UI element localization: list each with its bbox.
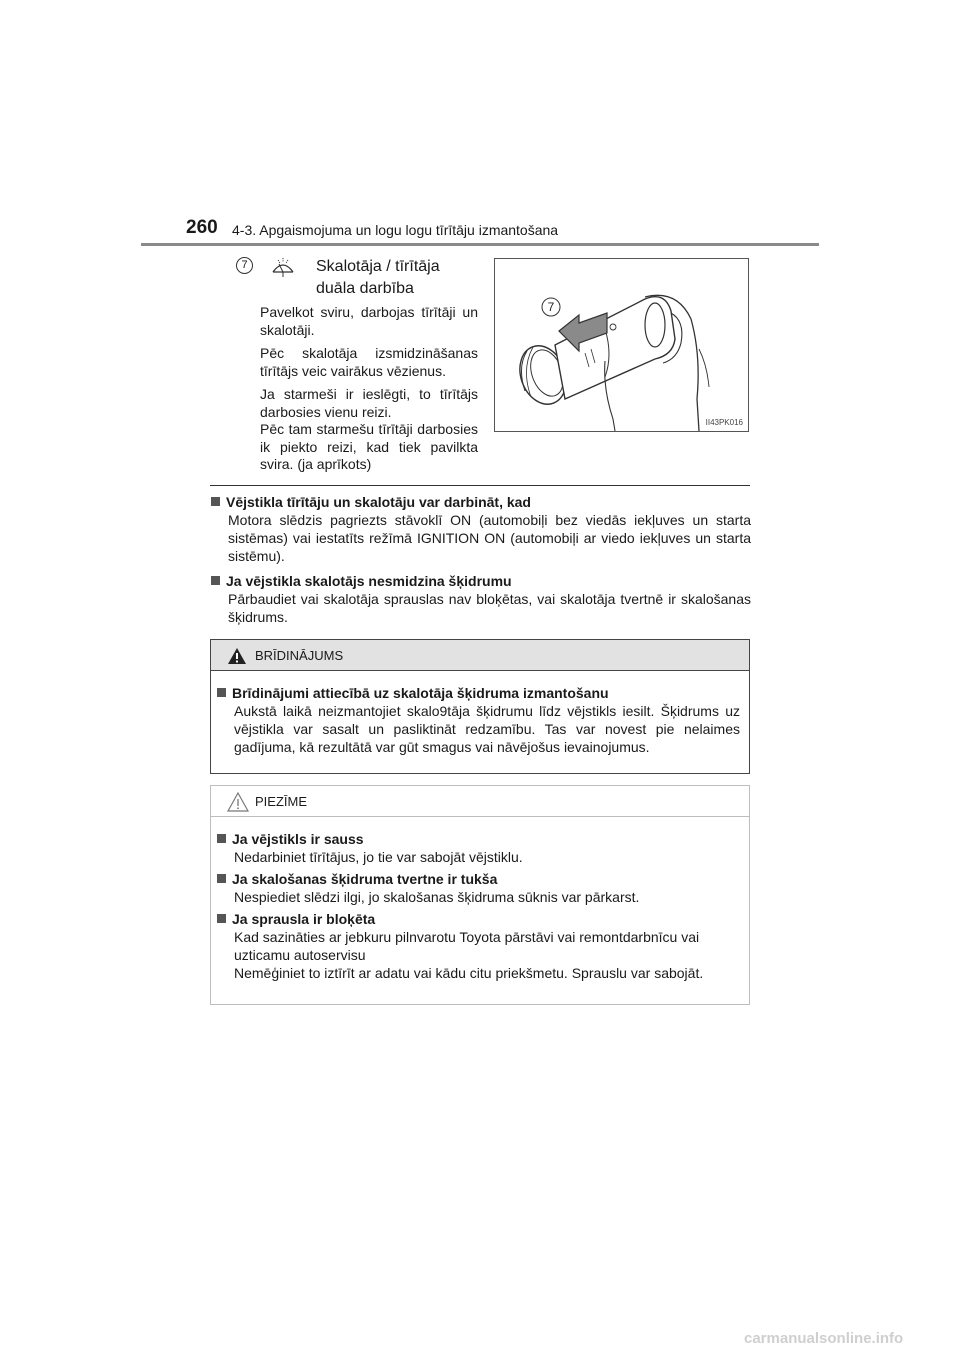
figure-code: II43PK016 xyxy=(705,418,743,427)
item-paragraph: Ja starmeši ir ieslēgti, to tīrītājs darbosies vienu reizi. xyxy=(260,386,478,420)
note-header xyxy=(211,786,749,817)
note-heading: Ja sprausla ir bloķēta xyxy=(217,910,740,928)
warning-box xyxy=(210,639,750,774)
item-paragraph: Pēc skalotāja izsmidzināšanas tīrītājs veic vairākus vēzienus. xyxy=(260,345,478,379)
bullet-text: Motora slēdzis pagriezts stāvoklī ON (automobiļi bez viedās iekļuves un starta sistēmas) vai iestatīts režīmā IGNITION ON (automobiļi ar viedo iekļuves un starta sistēmu). xyxy=(228,512,751,564)
windshield-washer-icon xyxy=(270,256,296,283)
square-bullet-icon xyxy=(217,688,226,697)
note-label: PIEZĪME xyxy=(255,794,308,809)
item-paragraph: Pēc tam starmešu tīrītāji darbosies ik piekto reizi, kad tiek pavilkta svira. (ja aprīkots) xyxy=(260,421,478,472)
square-bullet-icon xyxy=(217,914,226,923)
header-rule xyxy=(141,243,819,246)
caution-triangle-icon xyxy=(227,792,249,817)
note-text: Kad sazināties ar jebkuru pilnvarotu Toyota pārstāvi vai remontdarbnīcu vai uzticamu autoservisu xyxy=(234,929,700,963)
note-text: Nemēģiniet to iztīrīt ar adatu vai kādu citu priekšmetu. Sprauslu var sabojāt. xyxy=(234,965,704,981)
item-description xyxy=(260,304,478,474)
item-title: Skalotāja / tīrītāja duāla darbība xyxy=(316,258,440,297)
square-bullet-icon xyxy=(217,834,226,843)
note-text: Nespiediet slēdzi ilgi, jo skalošanas šķidruma sūknis var pārkarst. xyxy=(234,889,640,905)
note-text: Nedarbiniet tīrītājus, jo tie var sabojāt vējstiklu. xyxy=(234,849,523,865)
item-number: 7 xyxy=(236,257,253,274)
note-heading: Ja vējstikls ir sauss xyxy=(217,830,740,848)
square-bullet-icon xyxy=(217,874,226,883)
warning-triangle-icon xyxy=(227,647,247,670)
watermark: carmanualsonline.info xyxy=(744,1330,904,1347)
note-heading: Ja skalošanas šķidruma tvertne ir tukša xyxy=(217,870,740,888)
lever-drawing xyxy=(495,259,748,431)
item-paragraph: Pavelkot sviru, darbojas tīrītāji un skalotāji. xyxy=(260,304,478,338)
section-title: 4-3. Apgaismojuma un logu logu tīrītāju izmantošana xyxy=(232,222,559,238)
bullet-heading: Vējstikla tīrītāju un skalotāju var darbināt, kad xyxy=(211,493,751,511)
square-bullet-icon xyxy=(211,497,220,506)
info-bullet xyxy=(211,493,751,565)
figure-callout-number: 7 xyxy=(547,300,555,314)
warning-heading: Brīdinājumi attiecībā uz skalotāja šķidruma izmantošanu xyxy=(217,684,740,702)
page-number: 260 xyxy=(186,217,218,238)
warning-header xyxy=(211,640,749,671)
lever-illustration xyxy=(494,258,749,432)
section-divider xyxy=(210,485,750,486)
bullet-heading: Ja vējstikla skalotājs nesmidzina šķidrumu xyxy=(211,572,751,590)
note-box xyxy=(210,785,750,1005)
bullet-text: Pārbaudiet vai skalotāja sprauslas nav bloķētas, vai skalotāja tvertnē ir skalošanas šķidrums. xyxy=(228,591,751,625)
warning-text: Aukstā laikā neizmantojiet skalo9tāja šķidrumu līdz vējstikls iesilt. Šķidrums uz vējstikla var sasalt un pasliktināt redzamību. Tas var novest pie nelaimes gadījuma, kā rezultātā var gūt smagus vai nāvējošus ievainojumus. xyxy=(234,703,740,755)
info-bullet xyxy=(211,572,751,626)
warning-label: BRĪDINĀJUMS xyxy=(255,648,344,663)
square-bullet-icon xyxy=(211,576,220,585)
